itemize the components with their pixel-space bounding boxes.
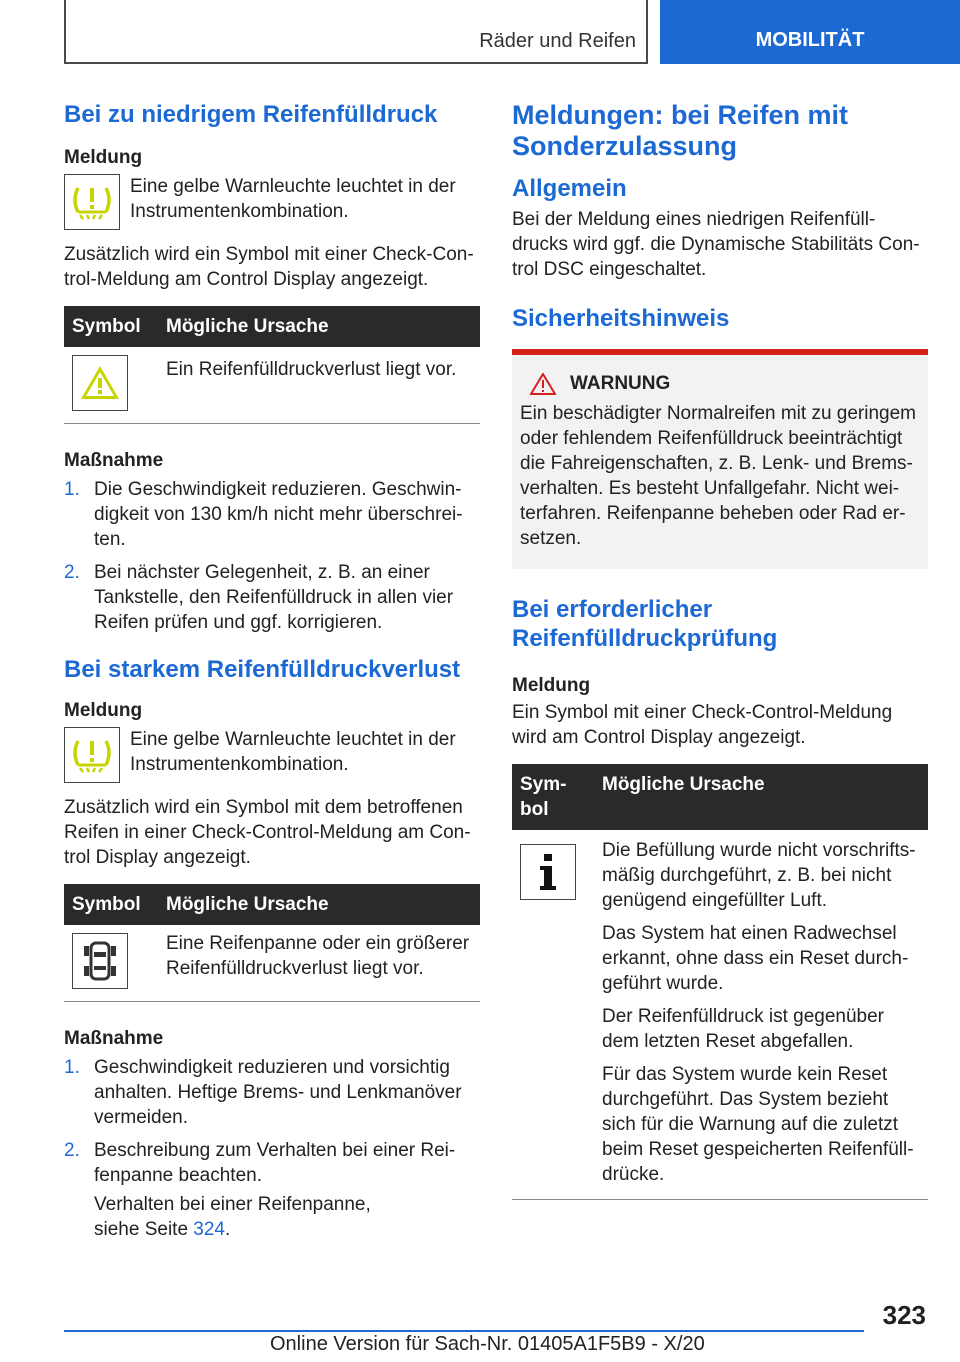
header-chapter-tab[interactable]	[660, 0, 960, 64]
cause-item: Für das System wurde kein Reset durchgeführt. Das System bezieht sich für die Warnung auf die zuletzt beim Reset gespeicherten Reifenfüll-drücke.	[602, 1064, 914, 1185]
heading-allgemein: Allgemein	[512, 175, 627, 202]
step-number: 2.	[64, 562, 80, 583]
warning-body: Ein beschädigter Normalreifen mit zu geringem oder fehlendem Reifenfülldruck beeinträchtigt die Fahreigenschaften, z. B. Lenk- und Brems-verhalten. Es besteht Unfallgefahr. Nicht wei-terfahren. Reifenpanne beheben oder Rad er-setzen.	[520, 403, 917, 549]
steps-list-2	[64, 1055, 480, 1188]
cause-table-2	[64, 884, 480, 1002]
meldung-label: Meldung	[64, 147, 143, 168]
cause-item: Der Reifenfülldruck ist gegenüber dem letzten Reset abgefallen.	[602, 1006, 884, 1052]
meldung-label-2: Meldung	[64, 700, 143, 721]
heading-required-check: Bei erforderlicher Reifenfülldruckprüfung	[512, 596, 778, 652]
list-item	[64, 560, 480, 635]
tpms-warning-icon	[64, 727, 120, 783]
step-number: 1.	[64, 479, 80, 500]
left-column	[64, 100, 480, 1242]
cross-reference-end: .	[225, 1219, 231, 1240]
cause-table-3	[512, 764, 928, 1200]
allgemein-text: Bei der Meldung eines niedrigen Reifenfüll-drucks wird ggf. die Dynamische Stabilitäts Con-trol DSC eingeschaltet.	[512, 209, 920, 280]
table1-cause-cell: Ein Reifenfülldruckverlust liegt vor.	[158, 347, 480, 424]
step-number: 2.	[64, 1140, 80, 1161]
table3-cause-cell	[594, 830, 928, 1200]
check-control-paragraph-2: Zusätzlich wird ein Symbol mit dem betroffenen Reifen in einer Check-Control-Meldung am Con-trol Display angezeigt.	[64, 797, 471, 868]
massnahme-label-1: Maßnahme	[64, 450, 164, 471]
warning-light-text-2: Eine gelbe Warnleuchte leuchtet in der Instrumentenkombination.	[130, 729, 456, 775]
cross-reference-text: Verhalten bei einer Reifenpanne, siehe Seite	[94, 1194, 371, 1240]
table1-header-symbol: Symbol	[64, 306, 158, 347]
table2-header-symbol: Symbol	[64, 884, 158, 925]
list-item	[64, 1055, 480, 1130]
table1-symbol-cell	[64, 347, 158, 424]
right-column	[512, 100, 928, 1200]
steps-list-1	[64, 477, 480, 635]
warning-triangle-icon	[530, 373, 556, 395]
step-text: Geschwindigkeit reduzieren und vorsichtig anhalten. Heftige Brems- und Lenkmanöver vermeiden.	[94, 1057, 462, 1128]
footer-rule	[64, 1330, 864, 1332]
section-heading-low-pressure: Bei zu niedrigem Reifenfülldruck	[64, 101, 438, 128]
footer-online-version: Online Version für Sach-Nr. 01405A1F5B9 - X/20	[270, 1333, 705, 1355]
cause-item: Die Befüllung wurde nicht vorschrifts-mäßig durchgeführt, z. B. bei nicht genügend eingefüllter Luft.	[602, 840, 916, 911]
info-icon	[520, 844, 576, 900]
list-item	[64, 1138, 480, 1188]
table2-header-cause: Mögliche Ursache	[158, 884, 480, 925]
tpms-warning-icon	[64, 174, 120, 230]
warning-light-text: Eine gelbe Warnleuchte leuchtet in der Instrumentenkombination.	[130, 176, 456, 222]
step-text: Beschreibung zum Verhalten bei einer Rei-fenpanne beachten.	[94, 1140, 456, 1186]
table2-cause-cell: Eine Reifenpanne oder ein größerer Reifenfülldruckverlust liegt vor.	[158, 925, 480, 1002]
step-text: Die Geschwindigkeit reduzieren. Geschwin-digkeit von 130 km/h nicht mehr überschrei-ten.	[94, 479, 463, 550]
header-chapter-label: MOBILITÄT	[755, 29, 865, 51]
table2-symbol-cell	[64, 925, 158, 1002]
warning-light-row	[64, 174, 480, 230]
massnahme-label-2: Maßnahme	[64, 1028, 164, 1049]
step-text: Bei nächster Gelegenheit, z. B. an einer Tankstelle, den Reifenfülldruck in allen vier Reifen prüfen und ggf. korrigieren.	[94, 562, 454, 633]
warning-title-text: WARNUNG	[570, 373, 671, 394]
table3-header-symbol: Sym-bol	[512, 764, 594, 830]
warning-light-row-2	[64, 727, 480, 783]
cause-item: Das System hat einen Radwechsel erkannt, ohne dass ein Reset durch-geführt wurde.	[602, 923, 909, 994]
page-number: 323	[882, 1300, 926, 1330]
warning-triangle-icon	[72, 355, 128, 411]
table1-header-cause: Mögliche Ursache	[158, 306, 480, 347]
warning-title	[520, 373, 920, 395]
car-tire-status-icon	[72, 933, 128, 989]
meldung-text-right: Ein Symbol mit einer Check-Control-Meldung wird am Control Display angezeigt.	[512, 702, 893, 748]
step-2-cross-reference	[64, 1192, 414, 1242]
check-control-paragraph: Zusätzlich wird ein Symbol mit einer Check-Con-trol-Meldung am Control Display angezeigt.	[64, 244, 474, 290]
heading-sicherheitshinweis: Sicherheitshinweis	[512, 305, 730, 332]
table3-symbol-cell	[512, 830, 594, 1200]
section-heading-strong-loss: Bei starkem Reifenfülldruckverlust	[64, 656, 461, 683]
table3-header-cause: Mögliche Ursache	[594, 764, 928, 830]
step-number: 1.	[64, 1057, 80, 1078]
list-item	[64, 477, 480, 552]
header-section-title: Räder und Reifen	[479, 30, 636, 52]
page-324-link[interactable]: 324	[193, 1219, 225, 1240]
section-heading-special-tires: Meldungen: bei Reifen mit Sonderzulassung	[512, 100, 849, 161]
cause-table-1	[64, 306, 480, 424]
meldung-label-right: Meldung	[512, 675, 591, 696]
warning-box	[512, 349, 928, 569]
